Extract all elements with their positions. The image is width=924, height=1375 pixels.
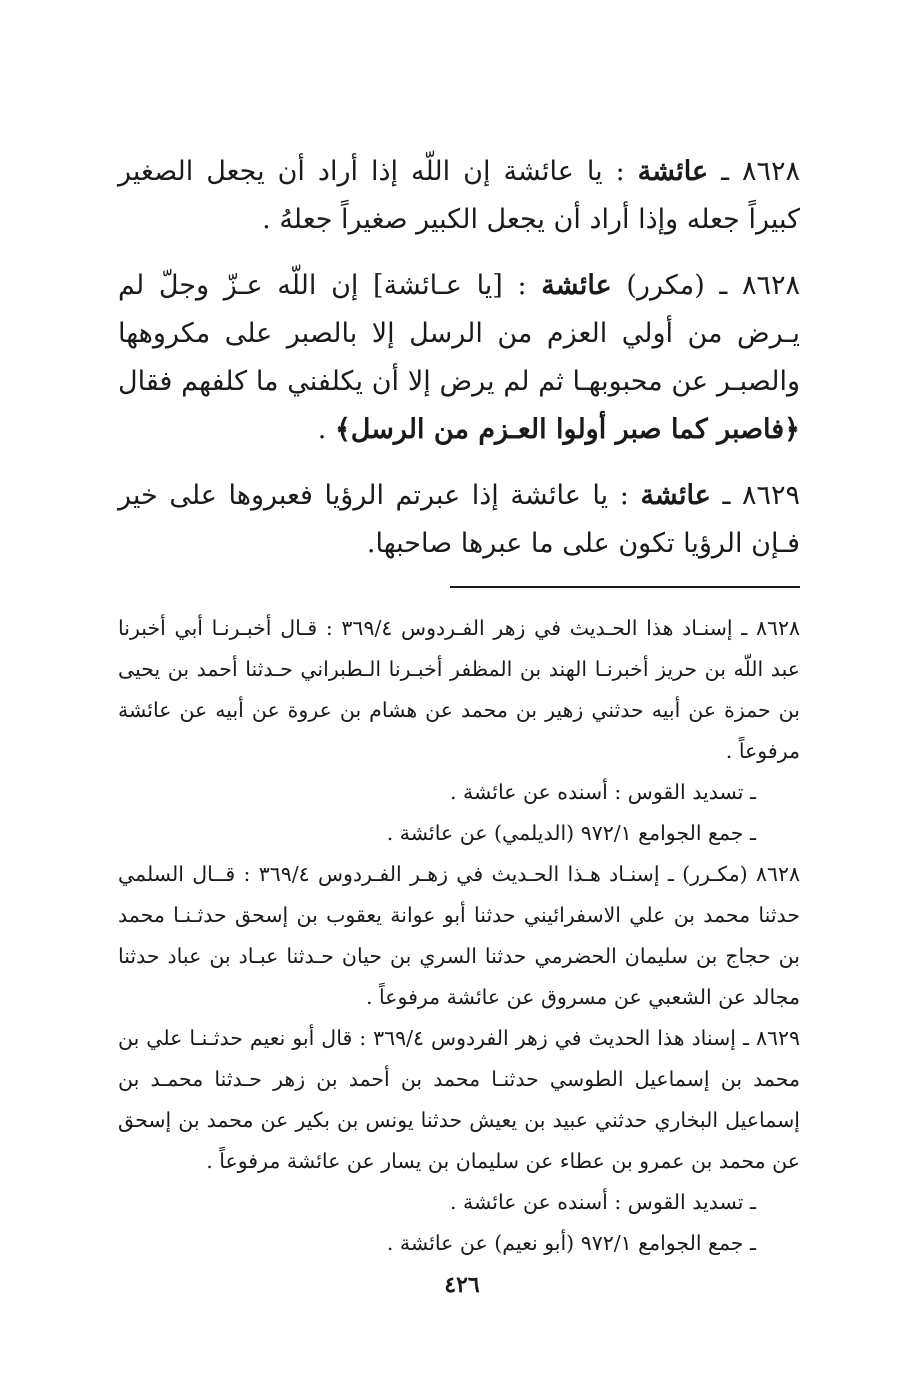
page-number: ٤٢٦ xyxy=(444,1272,480,1298)
hadith-entry: ٨٦٢٩ ـ عائشة : يا عائشة إذا عبرتم الرؤيا فعبروها على خير فـإن الرؤيا تكون على ما عبرها صاحبها. xyxy=(118,480,800,559)
hadith-number: ٨٦٢٨ xyxy=(741,156,800,187)
footnote: ٨٦٢٨ ـ إسنـاد هذا الحـديث في زهر الفـردوس ٣٦٩/٤ : قـال أخبـرنـا أبي أخبرنا عبد اللّه بن حريز أخبرنـا الهند بن المظفر أخبـرنا الـطبراني حـدثنا أحمد بن يحيى بن حمزة عن أبيه حدثني زهير بن محمد عن هشام بن عروة عن أبيه عن عائشة مرفوعاً . xyxy=(118,616,800,763)
hadith-narrator: عائشة xyxy=(640,480,711,511)
footnote: ٨٦٢٨ (مكـرر) ـ إسنـاد هـذا الحـديث في زهـر الفـردوس ٣٦٩/٤ : قــال السلمي حدثنا محمد بن علي الاسفرائيني حدثنا أبو عوانة يعقوب بن إسحق حدثـنـا محمد بن حجاج بن سليمان الحضرمي حدثنا السري بن حيان حـدثنا عبـاد بن عباد حدثنا مجالد عن الشعبي عن مسروق عن عائشة مرفوعاً . xyxy=(118,862,800,1009)
hadith-entry: ٨٦٢٨ ـ عائشة : يا عائشة إن اللّه إذا أراد أن يجعل الصغير كبيراً جعله وإذا أراد أن يجعل الكبير صغيراً جعلهُ . xyxy=(118,156,800,235)
hadith-narrator: عائشة xyxy=(541,270,612,301)
hadith-number: ٨٦٢٩ xyxy=(741,480,800,511)
hadith-entry: ٨٦٢٨ ـ (مكرر) عائشة : [يا عـائشة] إن اللّه عـزّ وجلّ لم يـرض من أولي العزم من الرسل إلا بالصبر على مكروهها والصبـر عن محبوبهـا ثم لم يرض إلا أن يكلفني ما كلفهم فقال ﴿فاصبر كما صبر أولوا العـزم من الرسل﴾ . xyxy=(118,270,801,445)
hadith-text: : يا عائشة إذا عبرتم الرؤيا فعبروها على خير فـإن الرؤيا تكون على ما عبرها صاحبها. xyxy=(118,480,800,559)
hadith-list xyxy=(118,148,800,568)
footnote-reference: ـ تسديد القوس : أسنده عن عائشة . xyxy=(449,780,756,804)
footnote: ٨٦٢٩ ـ إسناد هذا الحديث في زهر الفردوس ٣٦٩/٤ : قال أبو نعيم حدثـنـا علي بن محمد بن إسماعيل الطوسي حدثنـا محمد بن أحمد بن زهر حـدثنا محمـد بن إسماعيل البخاري حدثني عبيد بن يعيش حدثنا يونس بن بكير عن محمد بن إسحق عن محمد بن عمرو بن عطاء عن سليمان بن يسار عن عائشة مرفوعاً . xyxy=(118,1026,800,1173)
hadith-marker: (مكرر) xyxy=(626,270,705,301)
footnote-separator xyxy=(450,586,800,588)
quran-verse: ﴿فاصبر كما صبر أولوا العـزم من الرسل﴾ xyxy=(334,414,800,445)
hadith-text: : [يا عـائشة] إن اللّه عـزّ وجلّ لم يـرض من أولي العزم من الرسل إلا بالصبر على مكروهها والصبـر عن محبوبهـا ثم لم يرض إلا أن يكلفني ما كلفهم فقال xyxy=(118,270,800,397)
footnote-reference: ـ جمع الجوامع ٩٧٢/١ (أبو نعيم) عن عائشة . xyxy=(386,1231,756,1255)
footnote-reference: ـ تسديد القوس : أسنده عن عائشة . xyxy=(449,1190,756,1214)
footnote-reference: ـ جمع الجوامع ٩٧٢/١ (الديلمي) عن عائشة . xyxy=(386,821,756,845)
page-body xyxy=(118,148,800,1264)
hadith-text: : يا عائشة إن اللّه إذا أراد أن يجعل الصغير كبيراً جعله وإذا أراد أن يجعل الكبير صغيراً جعلهُ . xyxy=(118,156,800,235)
footnotes xyxy=(118,608,800,1264)
hadith-number: ٨٦٢٨ xyxy=(742,270,801,301)
hadith-ending: . xyxy=(317,414,327,445)
hadith-narrator: عائشة xyxy=(637,156,709,187)
